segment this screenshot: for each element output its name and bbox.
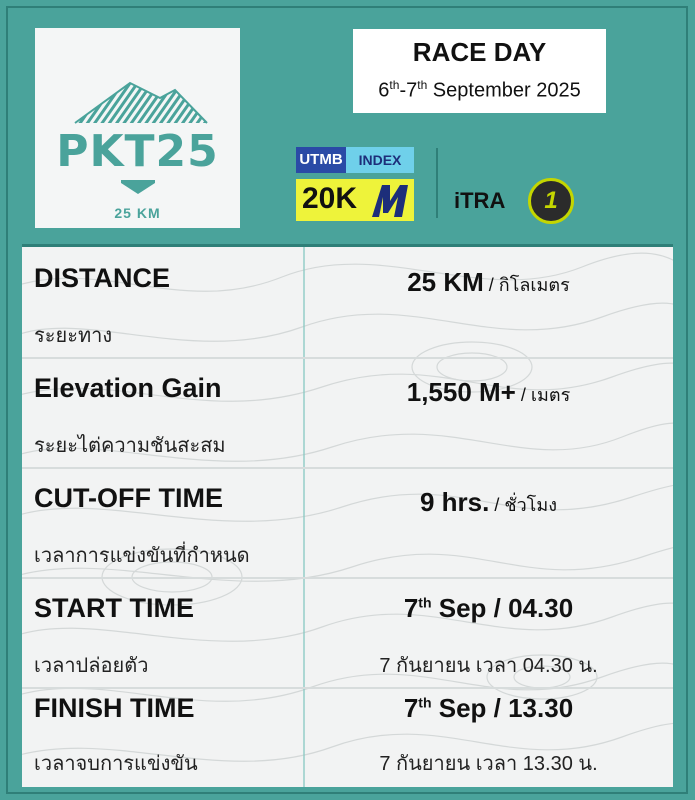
- finish-time-label: FINISH TIME: [34, 693, 195, 723]
- row-separator: [22, 577, 673, 579]
- event-logo: [35, 28, 240, 228]
- row-separator: [22, 467, 673, 469]
- logo-distance: 25 KM: [114, 205, 161, 221]
- start-time-value-th: 7 กันยายน เวลา 04.30 น.: [379, 655, 598, 677]
- itra-points: 1: [528, 178, 574, 224]
- elevation-gain-label-th: ระยะไต่ความชันสะสม: [34, 435, 226, 457]
- utmb-category-value: 20K: [302, 182, 358, 215]
- badge-divider: [436, 148, 438, 218]
- itra-label: iTRA: [454, 188, 506, 213]
- distance-label-th: ระยะทาง: [34, 325, 113, 347]
- elevation-gain-label: Elevation Gain: [34, 373, 222, 403]
- utmb-index-label: INDEX: [346, 147, 414, 173]
- distance-value: 25 KM / กิโลเมตร: [407, 267, 570, 297]
- utmb-index-badge: [296, 147, 414, 221]
- row-separator: [22, 687, 673, 689]
- cut-off-time-label-th: เวลาการแข่งขันที่กำหนด: [34, 545, 250, 567]
- utmb-category: [296, 179, 414, 221]
- race-day-title: RACE DAY: [412, 37, 547, 67]
- utmb-label: UTMB: [296, 147, 346, 173]
- start-time-label: START TIME: [34, 593, 194, 623]
- start-time-value: 7th Sep / 04.30: [403, 593, 574, 623]
- logo-title: PKT25: [56, 126, 219, 177]
- race-day-box: [353, 29, 606, 113]
- elevation-gain-value: 1,550 M+ / เมตร: [406, 377, 571, 407]
- distance-label: DISTANCE: [34, 263, 171, 293]
- start-time-label-th: เวลาปล่อยตัว: [34, 655, 149, 677]
- cut-off-time-label: CUT-OFF TIME: [34, 483, 223, 513]
- finish-time-value-th: 7 กันยายน เวลา 13.30 น.: [379, 753, 598, 775]
- finish-time-value: 7th Sep / 13.30: [403, 693, 574, 723]
- itra-badge: [454, 178, 574, 226]
- race-info-table: [22, 244, 673, 787]
- row-separator: [22, 357, 673, 359]
- utmb-m-icon: [370, 181, 410, 219]
- finish-time-label-th: เวลาจบการแข่งขัน: [34, 753, 198, 775]
- cut-off-time-value: 9 hrs. / ชั่วโมง: [419, 487, 558, 517]
- race-day-date: 6th-7th September 2025: [378, 78, 581, 102]
